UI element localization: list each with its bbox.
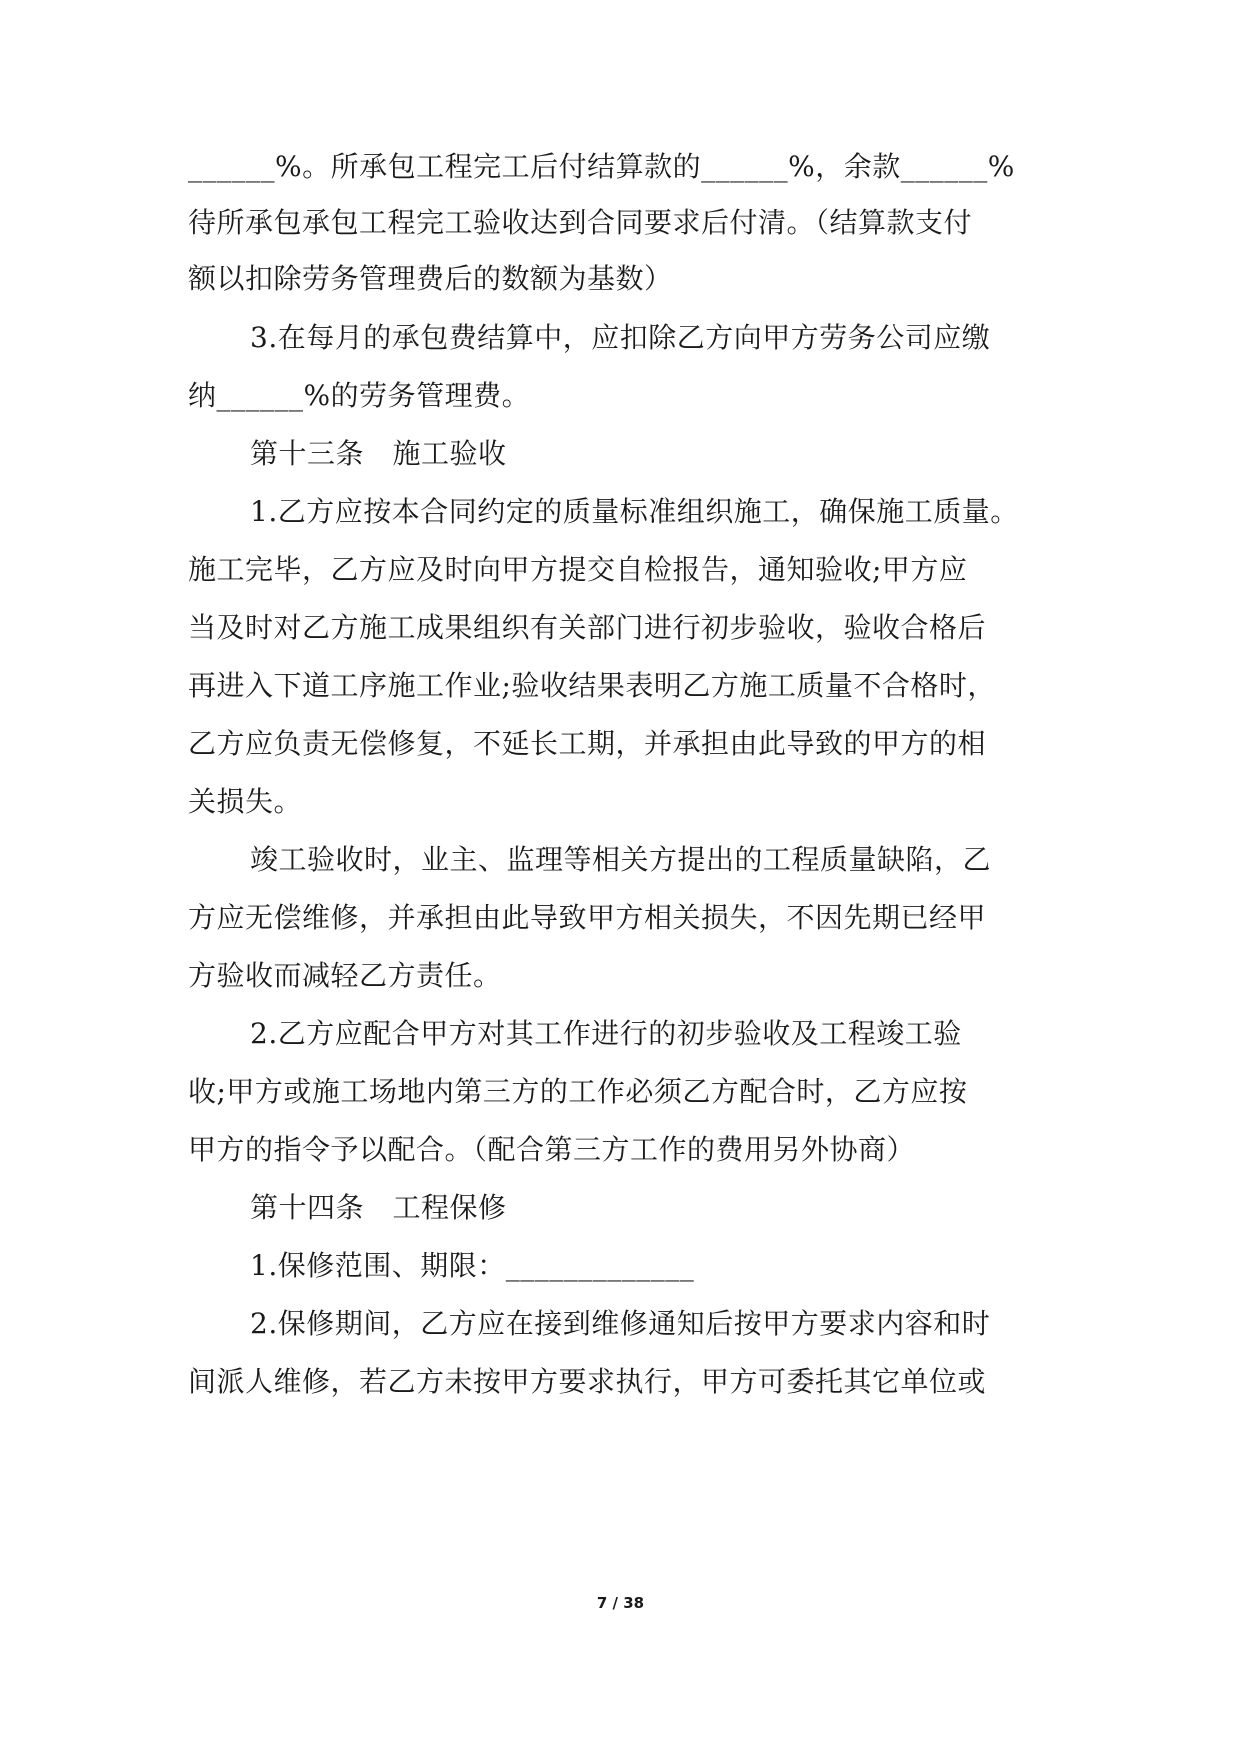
body-line: ______%。所承包工程完工后付结算款的______%，余款______% [188, 150, 1015, 183]
body-line: 纳______%的劳务管理费。 [188, 379, 531, 412]
page-number: 7 / 38 [596, 1594, 645, 1612]
body-line: 额以扣除劳务管理费后的数额为基数） [188, 262, 673, 295]
body-line: 间派人维修，若乙方未按甲方要求执行，甲方可委托其它单位或 [188, 1365, 987, 1398]
body-line: 待所承包承包工程完工验收达到合同要求后付清。（结算款支付 [188, 206, 973, 239]
body-line: 竣工验收时，业主、监理等相关方提出的工程质量缺陷，乙 [250, 843, 992, 876]
body-line: 2.乙方应配合甲方对其工作进行的初步验收及工程竣工验 [250, 1017, 962, 1050]
body-line: 方验收而减轻乙方责任。 [188, 959, 502, 992]
body-line: 3.在每月的承包费结算中，应扣除乙方向甲方劳务公司应缴 [250, 321, 991, 354]
body-line: 再进入下道工序施工作业;验收结果表明乙方施工质量不合格时， [188, 669, 996, 702]
body-line: 1.乙方应按本合同约定的质量标准组织施工，确保施工质量。 [250, 495, 1019, 528]
body-line: 2.保修期间，乙方应在接到维修通知后按甲方要求内容和时 [250, 1307, 991, 1340]
body-line: 施工完毕，乙方应及时向甲方提交自检报告，通知验收;甲方应 [188, 553, 968, 586]
body-line: 关损失。 [188, 785, 303, 818]
body-line: 方应无偿维修，并承担由此导致甲方相关损失，不因先期已经甲 [188, 901, 987, 934]
body-line: 1.保修范围、期限：_____________ [250, 1249, 695, 1282]
body-line: 收;甲方或施工场地内第三方的工作必须乙方配合时，乙方应按 [188, 1075, 968, 1108]
body-line: 当及时对乙方施工成果组织有关部门进行初步验收，验收合格后 [188, 611, 987, 644]
section-heading: 第十三条 施工验收 [250, 437, 507, 470]
section-heading: 第十四条 工程保修 [250, 1191, 507, 1224]
body-line: 甲方的指令予以配合。（配合第三方工作的费用另外协商） [188, 1133, 916, 1166]
body-line: 乙方应负责无偿修复，不延长工期，并承担由此导致的甲方的相 [188, 727, 987, 760]
